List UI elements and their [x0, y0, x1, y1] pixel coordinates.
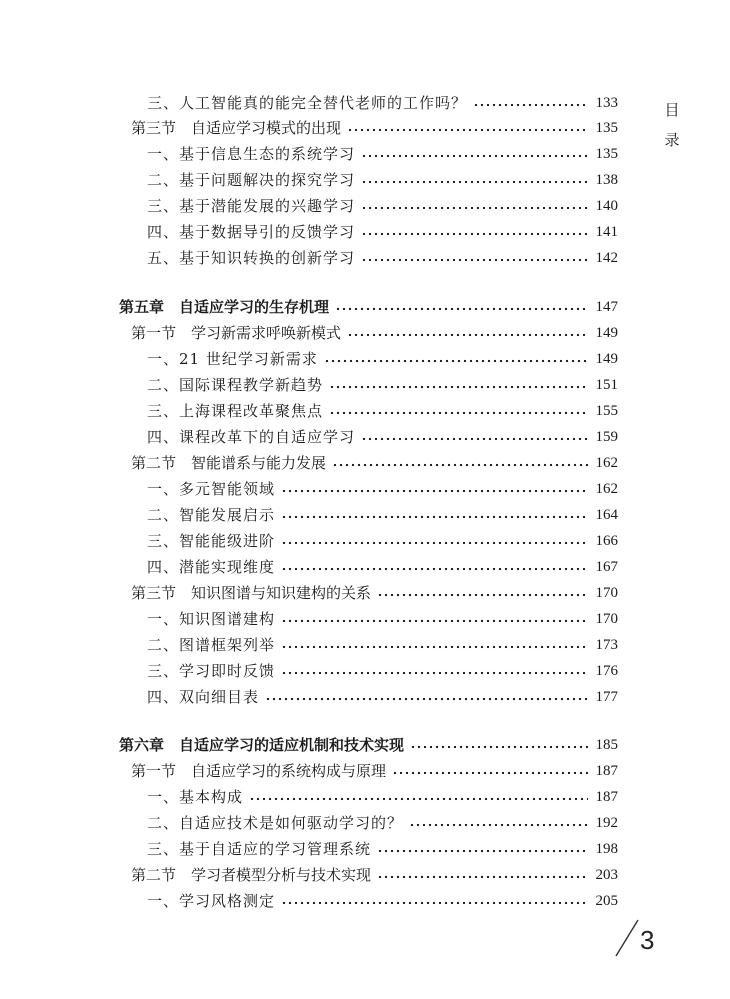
toc-section-row	[131, 117, 618, 139]
toc-entry-page: 162	[595, 455, 618, 471]
toc-entry-title: 三、基于潜能发展的兴趣学习	[147, 197, 356, 215]
toc-entry-title: 第二节 智能谱系与能力发展	[131, 454, 327, 472]
toc-entry-title: 第二节 学习者模型分析与技术实现	[131, 866, 372, 884]
toc-item-row	[147, 400, 618, 422]
toc-chapter-row	[119, 296, 618, 318]
toc-item-row	[147, 890, 618, 912]
toc-entry-title: 二、智能发展启示	[147, 506, 276, 524]
toc-entry-title: 第一节 学习新需求呼唤新模式	[131, 324, 342, 342]
toc-entry-title: 二、国际课程教学新趋势	[147, 376, 324, 394]
toc-entry-page: 164	[595, 507, 618, 523]
dot-leader	[249, 797, 587, 801]
dot-leader	[281, 567, 587, 571]
toc-item-row	[147, 660, 618, 682]
toc-entry-page: 149	[595, 351, 618, 367]
dot-leader	[324, 359, 588, 363]
dot-leader	[392, 771, 587, 775]
toc-item-row	[147, 838, 618, 860]
toc-entry-page: 167	[595, 559, 618, 575]
side-label-char: 录	[664, 131, 680, 149]
toc-item-row	[147, 786, 618, 808]
toc-entry-title: 三、智能能级进阶	[147, 532, 276, 550]
toc-entry-page: 135	[595, 146, 618, 162]
dot-leader	[361, 180, 587, 184]
dot-leader	[361, 206, 587, 210]
toc-entry-page: 141	[595, 224, 618, 240]
toc-entry-title: 一、21 世纪学习新需求	[147, 350, 318, 368]
toc-entry-title: 一、知识图谱建构	[147, 610, 276, 628]
toc-item-row	[147, 530, 618, 552]
toc-entry-page: 170	[595, 585, 618, 601]
toc-entry-title: 二、自适应技术是如何驱动学习的？	[147, 814, 404, 832]
toc-entry-page: 187	[595, 763, 618, 779]
toc-entry-page: 138	[595, 172, 618, 188]
toc-item-row	[147, 195, 618, 217]
toc-entry-page: 166	[595, 533, 618, 549]
dot-leader	[281, 541, 587, 545]
toc-entry-title: 第六章 自适应学习的适应机制和技术实现	[119, 736, 405, 754]
toc-entry-page: 155	[595, 403, 618, 419]
dot-leader	[361, 232, 587, 236]
dot-leader	[410, 745, 587, 749]
toc-entry-title: 三、上海课程改革聚焦点	[147, 402, 324, 420]
toc-entry-page: 205	[595, 893, 618, 909]
toc-entry-title: 二、图谱框架列举	[147, 636, 276, 654]
toc-item-row	[147, 812, 618, 834]
toc-entry-title: 四、基于数据导引的反馈学习	[147, 223, 356, 241]
toc-entry-page: 187	[595, 789, 618, 805]
dot-leader	[281, 901, 587, 905]
dot-leader	[281, 515, 587, 519]
toc-item-row	[147, 374, 618, 396]
side-label-char: 目	[664, 101, 680, 119]
toc-section-row	[131, 322, 618, 344]
dot-leader	[281, 619, 587, 623]
dot-leader	[347, 333, 587, 337]
toc-item-row	[147, 608, 618, 630]
toc-entry-title: 三、人工智能真的能完全替代老师的工作吗？	[147, 94, 468, 112]
toc-item-row	[147, 143, 618, 165]
toc-entry-page: 170	[595, 611, 618, 627]
dot-leader	[281, 671, 587, 675]
toc-item-row	[147, 426, 618, 448]
toc-entry-page: 177	[595, 689, 618, 705]
side-label	[662, 95, 682, 155]
toc-entry-page: 149	[595, 325, 618, 341]
dot-leader	[329, 411, 587, 415]
toc-section-row	[131, 582, 618, 604]
toc-item-row	[147, 221, 618, 243]
toc-entry-page: 192	[595, 815, 618, 831]
toc-entry-title: 五、基于知识转换的创新学习	[147, 249, 356, 267]
toc-entry-page: 185	[595, 737, 618, 753]
toc-entry-page: 159	[595, 429, 618, 445]
toc-section-row	[131, 760, 618, 782]
dot-leader	[377, 593, 587, 597]
toc-entry-title: 一、学习风格测定	[147, 892, 276, 910]
toc-item-row	[147, 92, 618, 114]
toc-item-row	[147, 686, 618, 708]
page-number-slash	[612, 918, 640, 958]
toc-entry-page: 140	[595, 198, 618, 214]
dot-leader	[361, 258, 587, 262]
toc-item-row	[147, 348, 618, 370]
toc-chapter-row	[119, 734, 618, 756]
toc-item-row	[147, 556, 618, 578]
dot-leader	[281, 645, 587, 649]
toc-entry-title: 第三节 知识图谱与知识建构的关系	[131, 584, 372, 602]
dot-leader	[347, 128, 587, 132]
toc-entry-title: 三、基于自适应的学习管理系统	[147, 840, 372, 858]
toc-entry-title: 四、课程改革下的自适应学习	[147, 428, 356, 446]
dot-leader	[473, 103, 587, 107]
toc-entry-title: 三、学习即时反馈	[147, 662, 276, 680]
dot-leader	[265, 697, 587, 701]
toc-entry-page: 151	[595, 377, 618, 393]
dot-leader	[409, 823, 587, 827]
toc-entry-page: 176	[595, 663, 618, 679]
toc-section-row	[131, 864, 618, 886]
dot-leader	[329, 385, 587, 389]
toc-entry-title: 四、潜能实现维度	[147, 558, 276, 576]
toc-entry-page: 162	[595, 481, 618, 497]
dot-leader	[281, 489, 587, 493]
toc-entry-title: 第一节 自适应学习的系统构成与原理	[131, 762, 387, 780]
toc-entry-title: 一、基于信息生态的系统学习	[147, 145, 356, 163]
toc-entry-title: 一、多元智能领域	[147, 480, 276, 498]
dot-leader	[332, 463, 587, 467]
toc-entry-page: 142	[595, 250, 618, 266]
toc-entry-title: 二、基于问题解决的探究学习	[147, 171, 356, 189]
toc-section-row	[131, 452, 618, 474]
toc-entry-title: 四、双向细目表	[147, 688, 260, 706]
toc-entry-title: 第五章 自适应学习的生存机理	[119, 298, 330, 316]
toc-entry-page: 203	[595, 867, 618, 883]
dot-leader	[335, 307, 587, 311]
toc-entry-page: 147	[595, 299, 618, 315]
page-number: 3	[640, 925, 655, 955]
dot-leader	[377, 849, 587, 853]
toc-entry-page: 135	[595, 120, 618, 136]
toc-entry-title: 一、基本构成	[147, 788, 244, 806]
dot-leader	[361, 154, 587, 158]
toc-entry-page: 133	[595, 95, 618, 111]
toc-item-row	[147, 634, 618, 656]
toc-entry-page: 198	[595, 841, 618, 857]
toc-entry-page: 173	[595, 637, 618, 653]
toc-item-row	[147, 169, 618, 191]
toc-item-row	[147, 478, 618, 500]
toc-item-row	[147, 504, 618, 526]
dot-leader	[361, 437, 587, 441]
dot-leader	[377, 875, 587, 879]
toc-item-row	[147, 247, 618, 269]
toc-entry-title: 第三节 自适应学习模式的出现	[131, 119, 342, 137]
